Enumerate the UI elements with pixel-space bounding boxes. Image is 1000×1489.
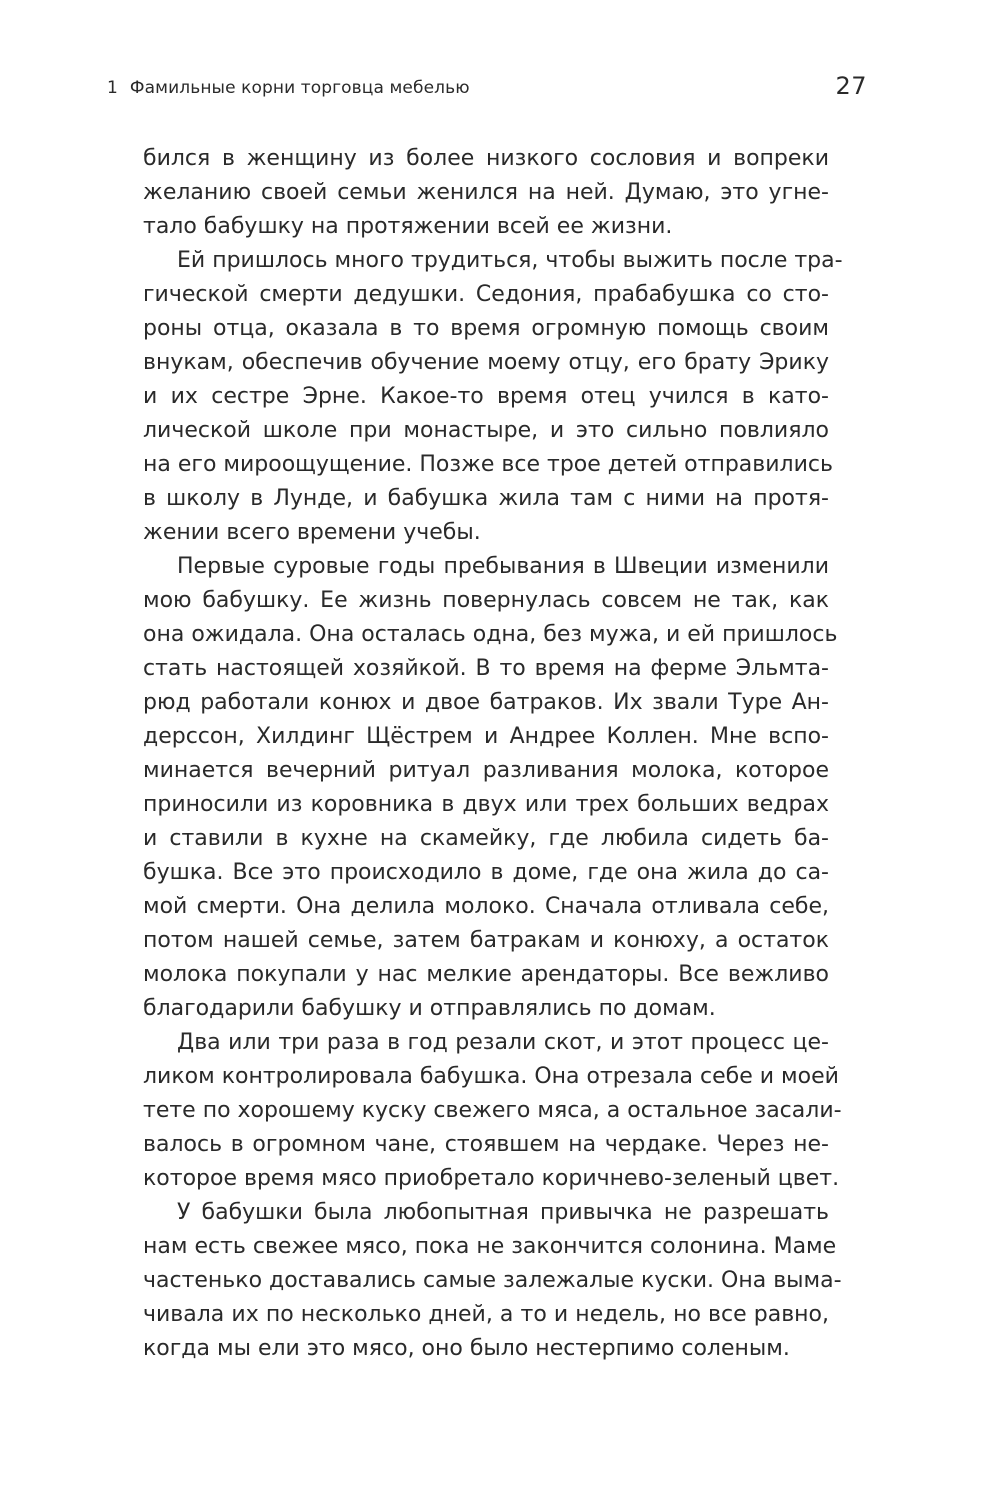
text-line: тало бабушку на протяжении всей ее жизни. xyxy=(143,214,673,239)
text-line: мой смерти. Она делила молоко. Сначала отливала себе, xyxy=(143,894,829,919)
text-line: ликом контролировала бабушка. Она отрезала себе и моей xyxy=(143,1064,839,1089)
text-line: нам есть свежее мясо, пока не закончится солонина. Маме xyxy=(143,1234,837,1259)
chapter-title: Фамильные корни торговца мебелью xyxy=(129,78,470,98)
text-line: жении всего времени учебы. xyxy=(143,520,481,545)
text-line: лической школе при монастыре, и это сильно повлияло xyxy=(143,418,829,443)
text-line: и ставили в кухне на скамейку, где любила сидеть ба- xyxy=(143,826,829,851)
text-line: роны отца, оказала в то время огромную помощь своим xyxy=(143,316,829,341)
text-line: Ей пришлось много трудиться, чтобы выжить после тра- xyxy=(177,248,843,273)
text-line: минается вечерний ритуал разливания молока, которое xyxy=(143,758,829,783)
page-number: 27 xyxy=(835,72,867,100)
text-line: гической смерти дедушки. Седония, прабабушка со сто- xyxy=(143,282,829,307)
text-line: желанию своей семьи женился на ней. Думаю, это угне- xyxy=(143,180,829,205)
text-line: в школу в Лунде, и бабушка жила там с ними на протя- xyxy=(143,486,829,511)
text-line: которое время мясо приобретало коричнево-зеленый цвет. xyxy=(143,1166,840,1191)
text-line: бушка. Все это происходило в доме, где она жила до са- xyxy=(143,860,829,885)
text-line: У бабушки была любопытная привычка не разрешать xyxy=(177,1200,829,1225)
text-line: валось в огромном чане, стоявшем на чердаке. Через не- xyxy=(143,1132,829,1157)
text-line: на его мироощущение. Позже все трое детей отправились xyxy=(143,452,833,477)
text-line: дерссон, Хилдинг Щёстрем и Андрее Коллен. Мне вспо- xyxy=(143,724,829,749)
text-line: молока покупали у нас мелкие арендаторы. Все вежливо xyxy=(143,962,829,987)
text-line: она ожидала. Она осталась одна, без мужа, и ей пришлось xyxy=(143,622,838,647)
text-line: и их сестре Эрне. Какое-то время отец учился в като- xyxy=(143,384,829,409)
text-line: Первые суровые годы пребывания в Швеции изменили xyxy=(177,554,829,579)
text-line: мою бабушку. Ее жизнь повернулась совсем не так, как xyxy=(143,588,829,613)
text-line: рюд работали конюх и двое батраков. Их звали Туре Ан- xyxy=(143,690,829,715)
text-line: бился в женщину из более низкого сословия и вопреки xyxy=(143,146,829,171)
text-line: стать настоящей хозяйкой. В то время на ферме Эльмта- xyxy=(143,656,829,681)
text-line: тете по хорошему куску свежего мяса, а остальное засали- xyxy=(143,1098,842,1123)
paragraph xyxy=(143,550,838,1026)
paragraph xyxy=(143,244,843,550)
body-text xyxy=(143,142,843,1366)
paragraph xyxy=(143,1026,842,1196)
text-line: Два или три раза в год резали скот, и этот процесс це- xyxy=(177,1030,829,1055)
chapter-label xyxy=(107,78,470,98)
paragraph xyxy=(143,142,829,244)
text-line: потом нашей семье, затем батракам и конюху, а остаток xyxy=(143,928,829,953)
chapter-number: 1 xyxy=(107,78,118,98)
text-line: внукам, обеспечив обучение моему отцу, его брату Эрику xyxy=(143,350,829,375)
text-line: благодарили бабушку и отправлялись по домам. xyxy=(143,996,716,1021)
paragraph xyxy=(143,1196,842,1366)
text-line: когда мы ели это мясо, оно было нестерпимо соленым. xyxy=(143,1336,790,1361)
running-header xyxy=(107,72,867,102)
text-line: частенько доставались самые залежалые куски. Она выма- xyxy=(143,1268,842,1293)
text-line: приносили из коровника в двух или трех больших ведрах xyxy=(143,792,829,817)
text-line: чивала их по несколько дней, а то и недель, но все равно, xyxy=(143,1302,829,1327)
